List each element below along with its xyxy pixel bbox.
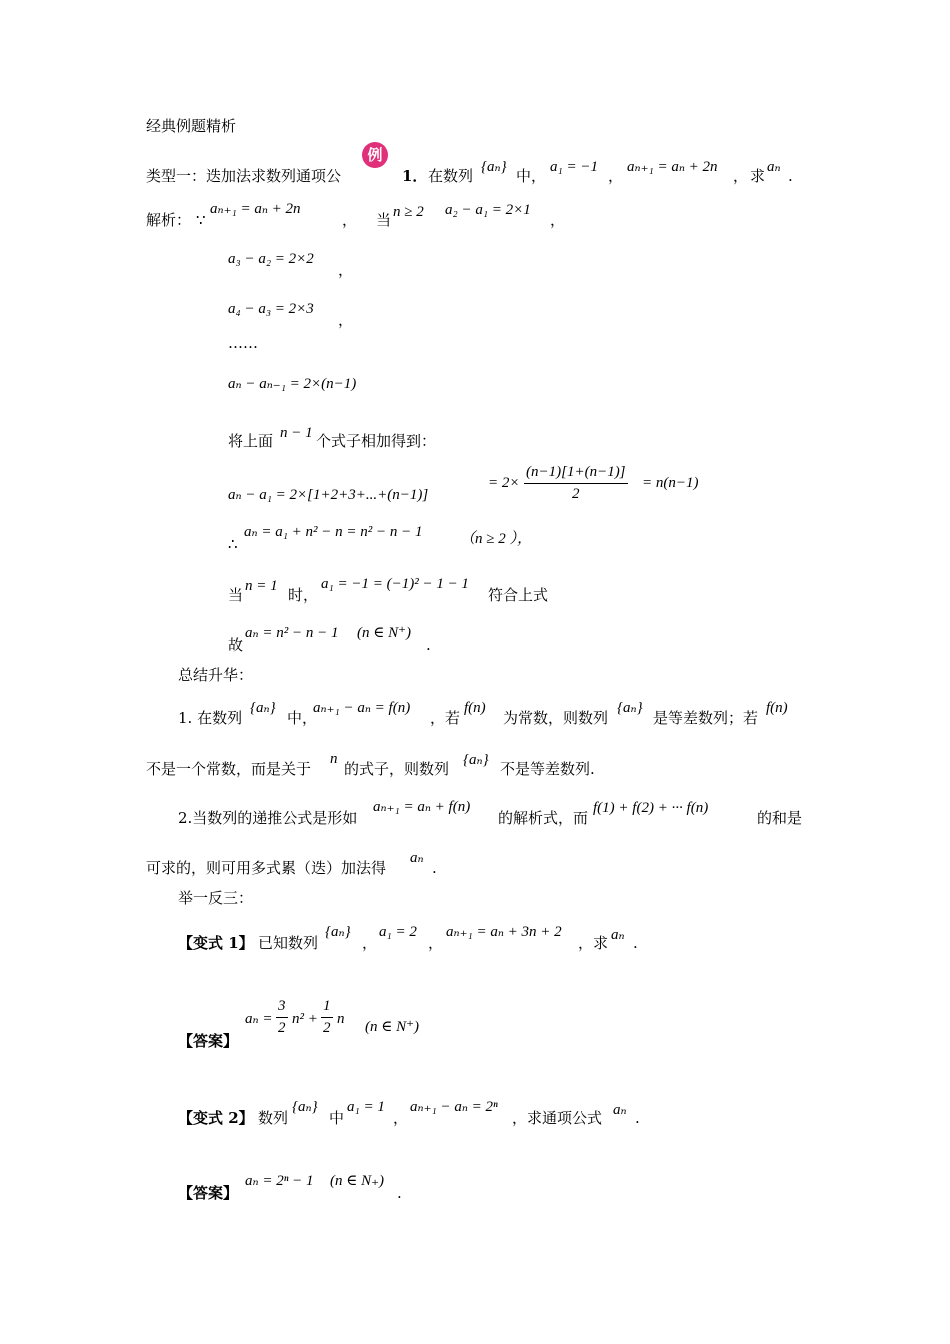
therefore-symbol: ∴: [228, 535, 238, 553]
variant-text: ，求: [578, 934, 609, 952]
equation-line: a₂ − a₁ = 2×1: [445, 202, 531, 218]
variant-label: 【变式 1】: [178, 934, 254, 952]
sequence-symbol: {aₙ}: [463, 752, 489, 768]
summary-text: 的解析式，而: [498, 809, 589, 827]
target-symbol: aₙ: [613, 1102, 627, 1118]
punctuation: ，: [342, 211, 358, 229]
summary-text: 1. 在数列: [178, 709, 243, 727]
summary-text: 中，: [287, 709, 318, 727]
target-symbol: aₙ: [611, 927, 625, 943]
solution-text: 将上面: [228, 432, 274, 450]
punctuation: ，: [550, 211, 566, 229]
punctuation: .: [633, 934, 638, 952]
answer-formula: aₙ =: [245, 1011, 273, 1027]
recurrence-formula: aₙ₊₁ = aₙ + 2n: [210, 201, 301, 217]
recurrence-formula: aₙ₊₁ − aₙ = 2ⁿ: [410, 1099, 498, 1115]
condition-formula: （n ≥ 2 ），: [460, 531, 532, 547]
condition-formula: a₁ = 2: [379, 924, 417, 940]
condition-formula: n = 1: [245, 578, 278, 594]
summary-text: 不是一个常数，而是关于: [146, 760, 312, 778]
fraction-numerator: 3: [276, 998, 288, 1018]
fraction-denominator: 2: [572, 486, 580, 502]
solution-text: 当: [376, 211, 392, 229]
fraction-numerator: 1: [321, 998, 333, 1018]
punctuation: .: [426, 636, 431, 654]
domain-formula: (n ∈ N⁺): [365, 1019, 420, 1035]
summary-text: 不是等差数列.: [500, 760, 595, 778]
final-formula: aₙ = n² − n − 1: [245, 625, 339, 641]
solution-text: 个式子相加得到：: [316, 432, 437, 450]
solution-text: 故: [228, 636, 244, 654]
condition-formula: a₁ = −1: [550, 159, 598, 175]
check-formula: a₁ = −1 = (−1)² − 1 − 1: [321, 576, 469, 592]
example-text: 中，: [516, 167, 547, 185]
punctuation: .: [788, 167, 793, 185]
target-symbol: aₙ: [767, 159, 781, 175]
sequence-symbol: {aₙ}: [617, 700, 643, 716]
summary-text: ，若: [430, 709, 461, 727]
section-title: 经典例题精析: [146, 117, 237, 135]
solution-text: 时，: [288, 586, 319, 604]
type-label: 类型一：迭加法求数列通项公: [146, 167, 342, 185]
punctuation: ，: [338, 261, 354, 279]
answer-formula: aₙ = 2ⁿ − 1: [245, 1173, 314, 1189]
punctuation: ，: [338, 311, 354, 329]
an-formula: aₙ = a₁ + n² − n = n² − n − 1: [244, 524, 423, 540]
domain-formula: (n ∈ N⁺): [357, 625, 412, 641]
variant-text: 已知数列: [258, 934, 319, 952]
summary-text: 可求的，则可用多式累（迭）加法得: [146, 859, 387, 877]
answer-formula: n² +: [292, 1011, 318, 1027]
variant-text: ，求通项公式: [512, 1109, 603, 1127]
domain-formula: (n ∈ N₊): [330, 1173, 385, 1189]
practice-heading: 举一反三：: [178, 889, 254, 907]
fraction-denominator: 2: [323, 1020, 331, 1036]
variable-symbol: n: [330, 751, 338, 767]
count-formula: n − 1: [280, 425, 313, 441]
punctuation: ，: [733, 167, 749, 185]
sum-formula: f(1) + f(2) + ··· f(n): [593, 800, 709, 816]
summary-text: 的式子，则数列: [344, 760, 450, 778]
summary-text: 是等差数列；若: [653, 709, 759, 727]
function-symbol: f(n): [766, 700, 788, 716]
punctuation: .: [397, 1184, 402, 1202]
equation-line: a₃ − a₂ = 2×2: [228, 251, 314, 267]
recurrence-formula: aₙ₊₁ − aₙ = f(n): [313, 700, 411, 716]
solution-text: 当: [228, 586, 244, 604]
equation-line: a₄ − a₃ = 2×3: [228, 301, 314, 317]
target-symbol: aₙ: [410, 850, 424, 866]
condition-formula: n ≥ 2: [393, 204, 424, 220]
summary-heading: 总结升华：: [178, 666, 254, 684]
recurrence-formula: aₙ₊₁ = aₙ + 3n + 2: [446, 924, 562, 940]
answer-fraction: [276, 998, 288, 1037]
sequence-symbol: {aₙ}: [481, 159, 507, 175]
punctuation: ，: [362, 934, 378, 952]
sequence-symbol: {aₙ}: [325, 924, 351, 940]
solution-label: 解析：: [146, 211, 192, 229]
example-badge-icon: 例: [362, 142, 388, 168]
summary-text: 为常数，则数列: [503, 709, 609, 727]
sum-equation: = 2×: [488, 475, 520, 491]
because-symbol: ∵: [196, 211, 206, 229]
equation-line: aₙ − aₙ₋₁ = 2×(n−1): [228, 376, 357, 392]
ellipsis: ……: [228, 334, 258, 352]
punctuation: ，: [393, 1109, 409, 1127]
answer-label: 【答案】: [178, 1184, 239, 1202]
recurrence-formula: aₙ₊₁ = aₙ + f(n): [373, 799, 471, 815]
punctuation: .: [635, 1109, 640, 1127]
example-text: 在数列: [428, 167, 474, 185]
punctuation: .: [432, 859, 437, 877]
summary-text: 的和是: [757, 809, 803, 827]
function-symbol: f(n): [464, 700, 486, 716]
solution-text: 符合上式: [488, 586, 549, 604]
punctuation: ，: [608, 167, 624, 185]
sum-equation: aₙ − a₁ = 2×[1+2+3+...+(n−1)]: [228, 487, 429, 503]
answer-fraction: [321, 998, 333, 1037]
example-number: 1．: [402, 167, 428, 185]
variant-label: 【变式 2】: [178, 1109, 254, 1127]
fraction-denominator: 2: [278, 1020, 286, 1036]
sequence-symbol: {aₙ}: [292, 1099, 318, 1115]
answer-label: 【答案】: [178, 1032, 239, 1050]
answer-formula: n: [337, 1011, 345, 1027]
sum-fraction: [524, 464, 628, 503]
sequence-symbol: {aₙ}: [250, 700, 276, 716]
sum-equation: = n(n−1): [642, 475, 699, 491]
variant-text: 数列: [258, 1109, 289, 1127]
variant-text: 中: [329, 1109, 345, 1127]
punctuation: ，: [428, 934, 444, 952]
condition-formula: a₁ = 1: [347, 1099, 385, 1115]
recurrence-formula: aₙ₊₁ = aₙ + 2n: [627, 159, 718, 175]
summary-text: 2.当数列的递推公式是形如: [178, 809, 358, 827]
example-text: 求: [750, 167, 766, 185]
fraction-numerator: (n−1)[1+(n−1)]: [524, 464, 628, 484]
